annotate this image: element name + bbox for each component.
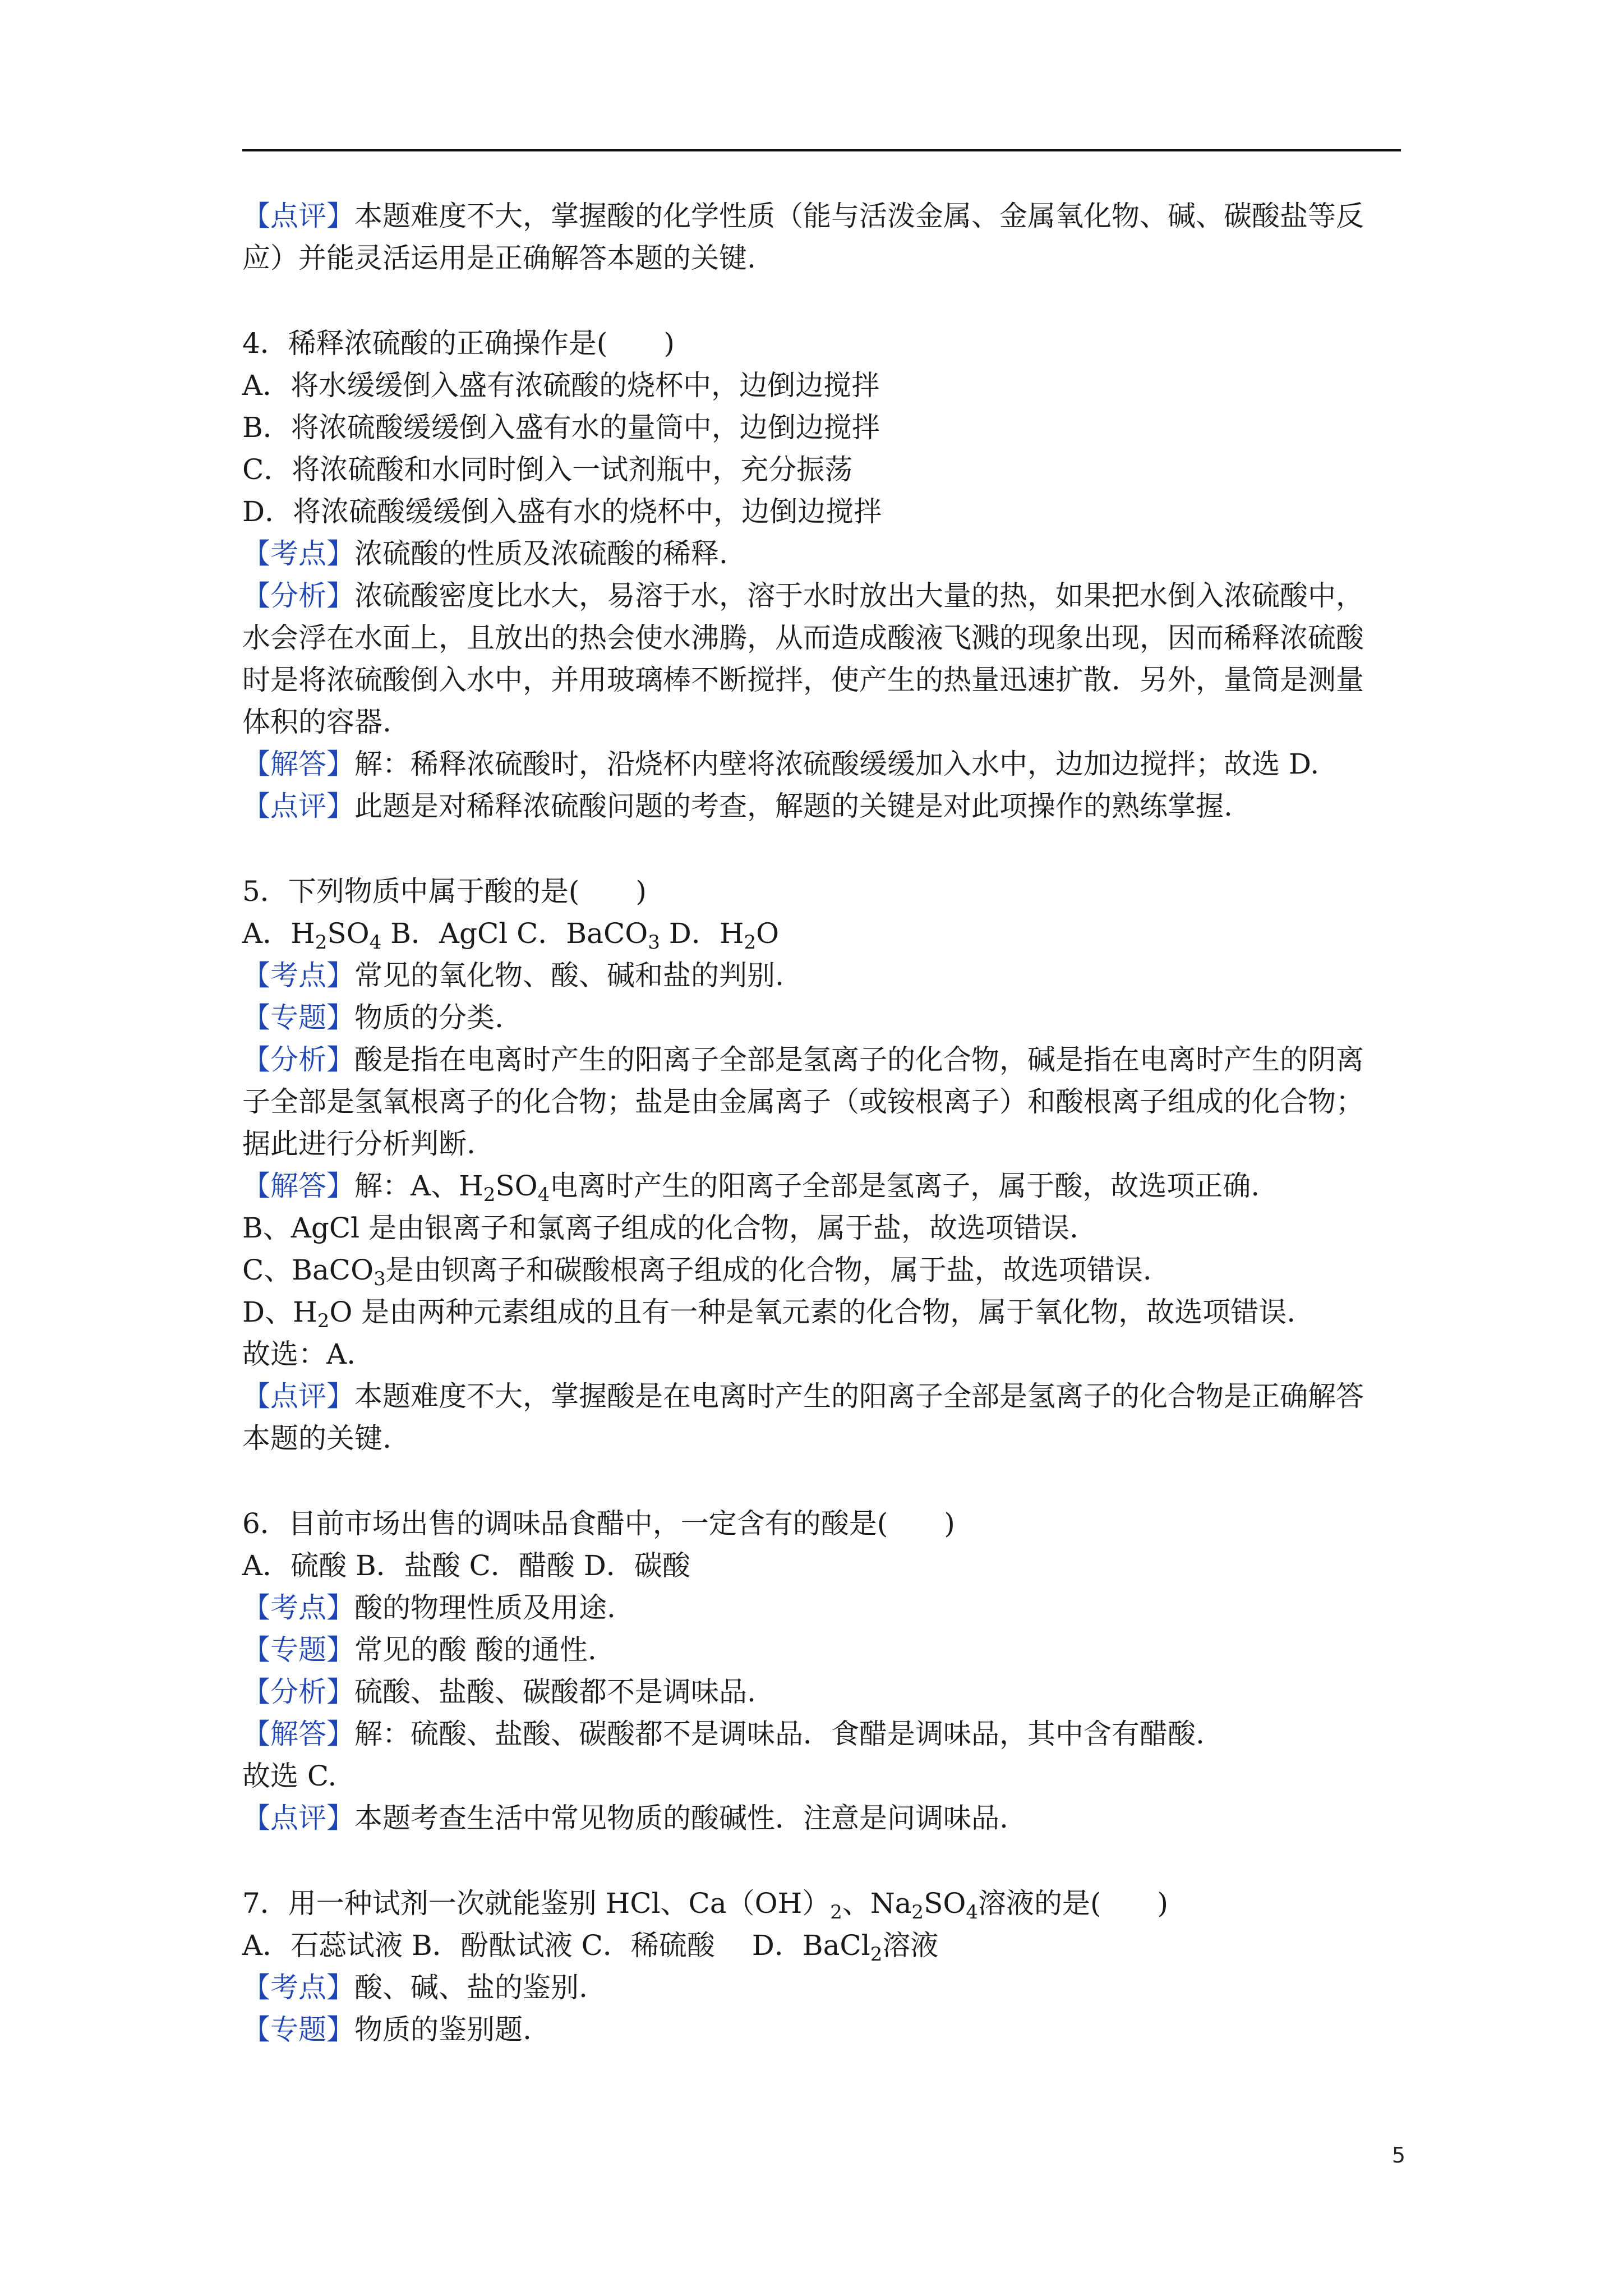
comment-tag: 【点评】 [242,200,354,232]
q4-analysis: 【分析】浓硫酸密度比水大，易溶于水，溶于水时放出大量的热，如果把水倒入浓硫酸中， [242,579,1364,612]
q6-options: A．硫酸 B．盐酸 C．醋酸 D．碳酸 [242,1549,690,1582]
analysis-tag: 【分析】 [242,579,354,612]
page-number: 5 [1391,2143,1405,2168]
point-tag: 【考点】 [242,1591,354,1624]
q5-options: A．$H_2SO_4$ B．AgCl C．BaCO$_3$ D．$H_2O$ [242,917,780,954]
answer-tag: 【解答】 [242,1718,354,1750]
q4-option-b: B．将浓硫酸缓缓倒入盛有水的量筒中，边倒边搅拌 [242,411,880,444]
comment-tag: 【点评】 [242,1380,354,1412]
q6-stem: 6．目前市场出售的调味品食醋中，一定含有的酸是( ) [242,1507,955,1540]
q6-analysis: 【分析】硫酸、盐酸、碳酸都不是调味品. [242,1676,756,1708]
topic-tag: 【专题】 [242,2013,354,2046]
q7-point: 【考点】酸、碱、盐的鉴别. [242,1971,588,2004]
analysis-tag: 【分析】 [242,1043,354,1076]
q3-comment-line: 应）并能灵活运用是正确解答本题的关键. [242,242,756,274]
point-tag: 【考点】 [242,1971,354,2004]
q5-answer-d: D、$H_2O$ 是由两种元素组成的且有一种是氧元素的化合物，属于氧化物，故选项错误. [242,1296,1296,1332]
q5-answer: 【解答】解：A、$H_2SO_4$电离时产生的阳离子全部是氢离子，属于酸，故选项正确. [242,1170,1260,1206]
q7-topic: 【专题】物质的鉴别题. [242,2013,532,2046]
point-tag: 【考点】 [242,537,354,570]
q7-stem: 7．用一种试剂一次就能鉴别 HCl、$Ca(OH)_2$、$Na_2SO_4$溶液的是( ) [242,1887,1168,1924]
q5-comment: 【点评】本题难度不大，掌握酸是在电离时产生的阳离子全部是氢离子的化合物是正确解答 [242,1380,1364,1412]
q4-analysis: 时是将浓硫酸倒入水中，并用玻璃棒不断搅拌，使产生的热量迅速扩散．另外，量筒是测量 [242,664,1364,696]
page-content [242,195,1409,2051]
q4-answer: 【解答】解：稀释浓硫酸时，沿烧杯内壁将浓硫酸缓缓加入水中，边加边搅拌；故选 D. [242,748,1320,780]
q5-analysis: 据此进行分析判断. [242,1128,476,1160]
q5-topic: 【专题】物质的分类. [242,1001,504,1034]
q5-point: 【考点】常见的氧化物、酸、碱和盐的判别. [242,959,784,992]
q6-point: 【考点】酸的物理性质及用途. [242,1591,616,1624]
q5-answer-c: C、BaCO$_3$是由钡离子和碳酸根离子组成的化合物，属于盐，故选项错误. [242,1254,1152,1290]
comment-tag: 【点评】 [242,790,354,822]
q5-comment: 本题的关键. [242,1422,391,1455]
q6-answer: 【解答】解：硫酸、盐酸、碳酸都不是调味品．食醋是调味品，其中含有醋酸. [242,1718,1205,1750]
q4-option-d: D．将浓硫酸缓缓倒入盛有水的烧杯中，边倒边搅拌 [242,495,882,528]
q3-comment-line: 【点评】本题难度不大，掌握酸的化学性质（能与活泼金属、金属氧化物、碱、碳酸盐等反 [242,200,1364,232]
q5-analysis: 【分析】酸是指在电离时产生的阳离子全部是氢离子的化合物，碱是指在电离时产生的阴离 [242,1043,1364,1076]
q6-comment: 【点评】本题考查生活中常见物质的酸碱性．注意是问调味品. [242,1802,1008,1834]
answer-tag: 【解答】 [242,748,354,780]
q4-comment: 【点评】此题是对稀释浓硫酸问题的考查，解题的关键是对此项操作的熟练掌握. [242,790,1233,822]
topic-tag: 【专题】 [242,1001,354,1034]
point-tag: 【考点】 [242,959,354,992]
q5-stem: 5．下列物质中属于酸的是( ) [242,875,647,908]
q5-answer-b: B、AgCl 是由银离子和氯离子组成的化合物，属于盐，故选项错误. [242,1212,1078,1244]
q5-choice: 故选：A. [242,1338,356,1370]
q4-point: 【考点】浓硫酸的性质及浓硫酸的稀释. [242,537,728,570]
topic-tag: 【专题】 [242,1634,354,1666]
comment-tag: 【点评】 [242,1802,354,1834]
q4-analysis: 水会浮在水面上，且放出的热会使水沸腾，从而造成酸液飞溅的现象出现，因而稀释浓硫酸 [242,622,1364,654]
q4-option-a: A．将水缓缓倒入盛有浓硫酸的烧杯中，边倒边搅拌 [242,369,880,402]
q7-options: A．石蕊试液 B．酚酞试液 C．稀硫酸 D．BaCl$_2$溶液 [242,1929,939,1966]
q4-stem: 4．稀释浓硫酸的正确操作是( ) [242,327,675,360]
q4-analysis: 体积的容器. [242,706,391,738]
answer-tag: 【解答】 [242,1170,354,1202]
analysis-tag: 【分析】 [242,1676,354,1708]
header-rule [242,149,1401,151]
q6-choice: 故选 C. [242,1760,337,1792]
q6-topic: 【专题】常见的酸 酸的通性. [242,1634,597,1666]
q5-analysis: 子全部是氢氧根离子的化合物；盐是由金属离子（或铵根离子）和酸根离子组成的化合物； [242,1085,1364,1118]
q4-option-c: C．将浓硫酸和水同时倒入一试剂瓶中，充分振荡 [242,453,853,486]
